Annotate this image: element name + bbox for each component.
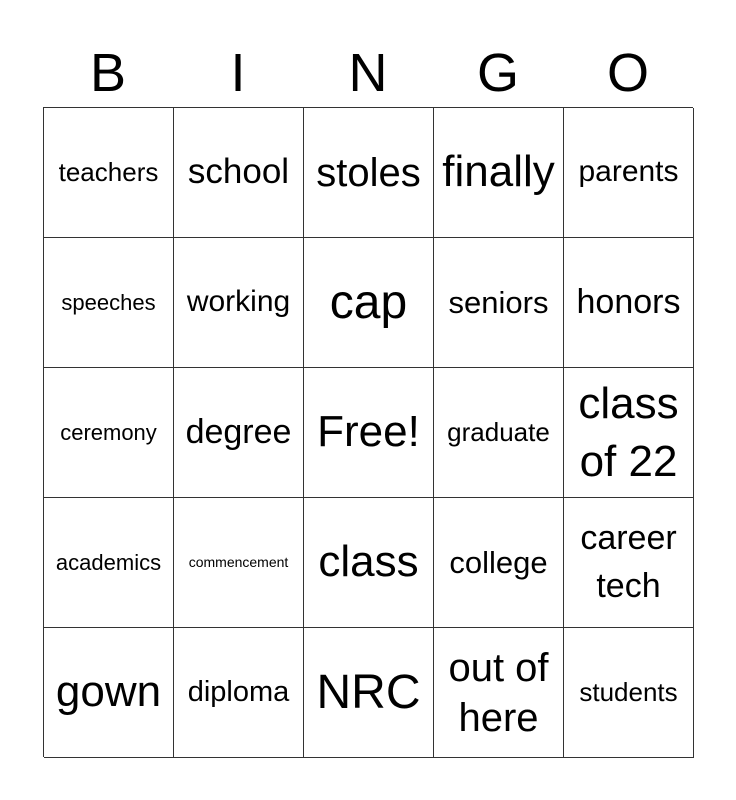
cell-label: college [449,544,548,580]
cell-label: commencement [188,554,289,571]
bingo-header [43,40,693,106]
cell-label: Free! [317,407,420,457]
bingo-cell[interactable] [304,498,434,628]
cell-label: class [318,537,419,587]
bingo-cell[interactable] [174,108,304,238]
bingo-cell[interactable] [174,498,304,628]
cell-label: finally [442,147,555,197]
bingo-cell[interactable] [174,238,304,368]
cell-label: speeches [61,289,156,315]
cell-label: ceremony [60,419,157,445]
bingo-cell[interactable] [564,498,694,628]
bingo-cell[interactable] [564,628,694,758]
bingo-cell[interactable] [44,628,174,758]
header-letter-g: G [476,43,519,103]
free-space-cell[interactable] [304,368,434,498]
bingo-cell[interactable] [434,368,564,498]
header-letter-o: O [606,43,649,103]
header-letter-b: B [89,43,127,103]
cell-label: career tech [580,518,677,605]
cell-label: gown [55,667,162,717]
header-letter-i: I [230,43,246,103]
cell-label: stoles [316,150,421,195]
cell-label: honors [576,282,681,321]
bingo-cell[interactable] [304,108,434,238]
bingo-cell[interactable] [564,108,694,238]
cell-label: working [186,285,291,319]
bingo-cell[interactable] [44,368,174,498]
cell-label: school [187,152,290,192]
cell-label: graduate [447,416,550,447]
cell-label: degree [185,412,292,451]
header-letter-n: N [348,43,388,103]
bingo-cell[interactable] [174,628,304,758]
cell-label: out of here [448,645,549,740]
cell-label: NRC [316,665,421,719]
cell-label: students [579,676,678,707]
bingo-cell[interactable] [174,368,304,498]
cell-label: academics [55,549,162,575]
cell-label: parents [578,155,679,189]
cell-label: seniors [448,284,549,320]
bingo-cell[interactable] [564,238,694,368]
cell-label: diploma [187,675,290,708]
bingo-cell[interactable] [304,628,434,758]
bingo-cell[interactable] [44,238,174,368]
bingo-cell[interactable] [44,108,174,238]
cell-label: cap [329,275,408,329]
bingo-board [43,107,693,757]
cell-label: class of 22 [578,379,679,486]
cell-label: teachers [58,156,159,187]
bingo-cell[interactable] [434,498,564,628]
bingo-cell[interactable] [564,368,694,498]
bingo-cell[interactable] [304,238,434,368]
bingo-cell[interactable] [434,238,564,368]
bingo-cell[interactable] [434,628,564,758]
bingo-cell[interactable] [44,498,174,628]
bingo-cell[interactable] [434,108,564,238]
